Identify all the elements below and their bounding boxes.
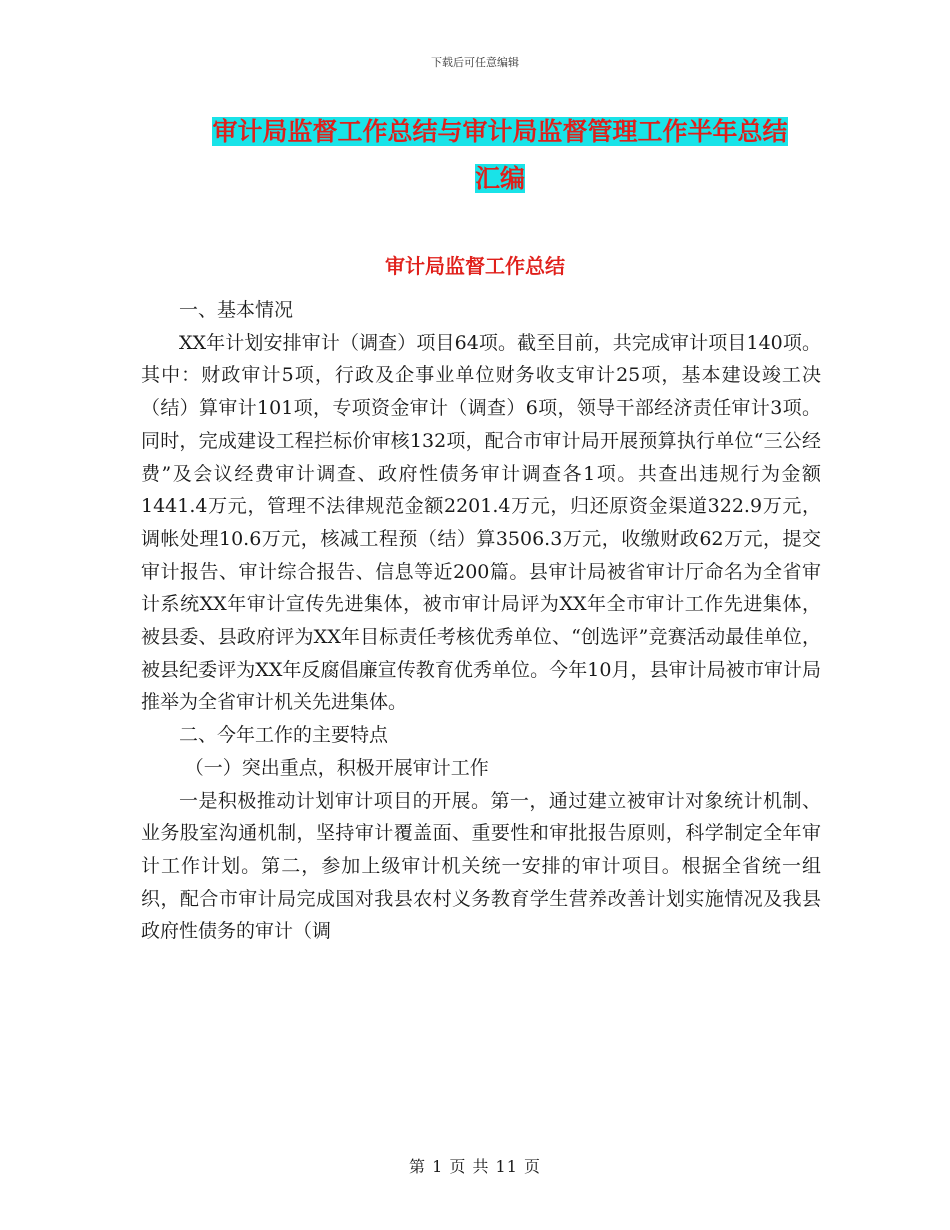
header-note: 下载后可任意编辑: [431, 56, 519, 69]
page-footer: 第 1 页 共 11 页: [409, 1157, 541, 1176]
paragraph-basic-situation: XX年计划安排审计（调查）项目64项。截至目前，共完成审计项目140项。其中：财政审计5项，行政及企事业单位财务收支审计25项，基本建设竣工决（结）算审计101项，专项资金审计（调查）6项，领导干部经济责任审计3项。同时，完成建设工程拦标价审核132项，配合市审计局开展预算执行单位“三公经费”及会议经费审计调查、政府性债务审计调查各1项。共查出违规行为金额1441.4万元，管理不法律规范金额2201.4万元，归还原资金渠道322.9万元，调帐处理10.6万元，核减工程预（结）算3506.3万元，收缴财政62万元，提交审计报告、审计综合报告、信息等近200篇。县审计局被省审计厅命名为全省审计系统XX年审计宣传先进集体，被市审计局评为XX年全市审计工作先进集体，被县委、县政府评为XX年目标责任考核优秀单位、“创选评”竞赛活动最佳单位，被县纪委评为XX年反腐倡廉宣传教育优秀单位。今年10月，县审计局被市审计局推举为全省审计机关先进集体。: [141, 331, 821, 714]
subheading-highlight-focus: （一）突出重点，积极开展审计工作: [184, 756, 489, 779]
heading-main-features: 二、今年工作的主要特点: [179, 724, 389, 747]
section-title: 审计局监督工作总结: [385, 254, 565, 278]
document-title-line1: 审计局监督工作总结与审计局监督管理工作半年总结: [212, 117, 788, 146]
paragraph-audit-plan: 一是积极推动计划审计项目的开展。第一，通过建立被审计对象统计机制、业务股室沟通机制，坚持审计覆盖面、重要性和审批报告原则，科学制定全年审计工作计划。第二，参加上级审计机关统一安排的审计项目。根据全省统一组织，配合市审计局完成国对我县农村义务教育学生营养改善计划实施情况及我县政府性债务的审计（调: [141, 789, 821, 943]
document-title: [150, 108, 850, 202]
document-title-line2: 汇编: [474, 164, 525, 193]
heading-basic-situation: 一、基本情况: [179, 299, 294, 321]
document-body: [141, 294, 821, 948]
